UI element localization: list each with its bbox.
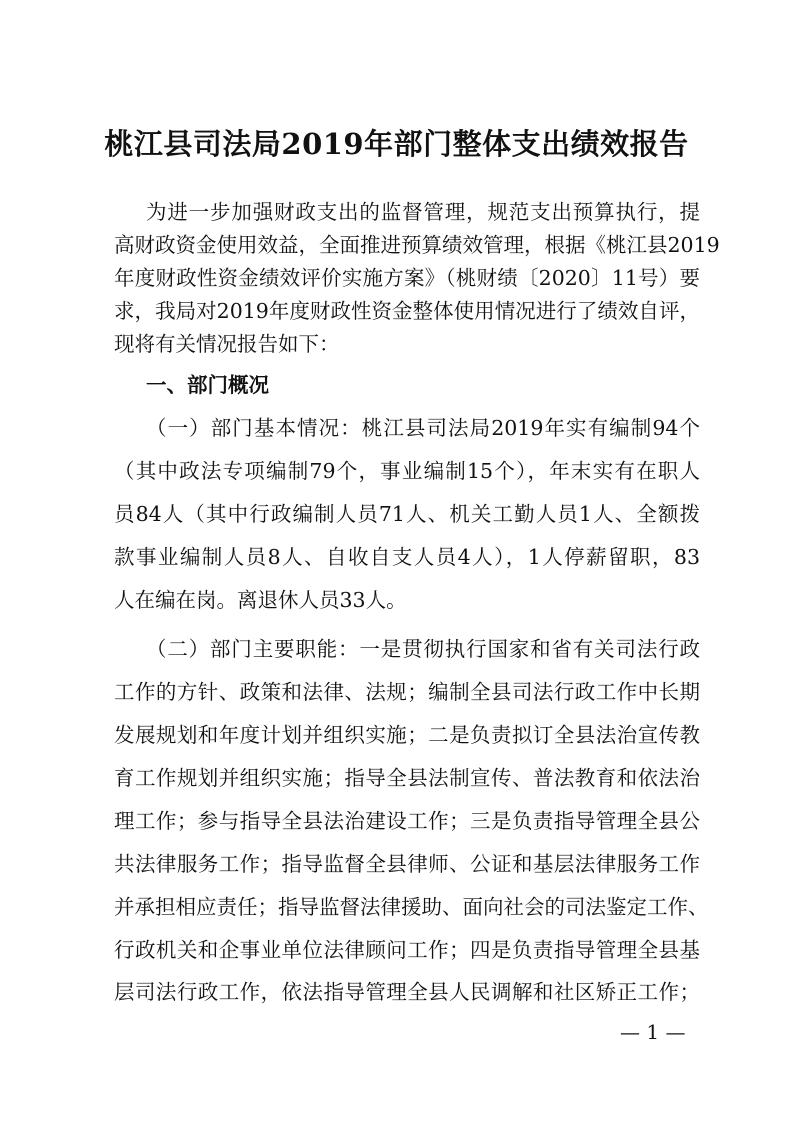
functions-line-4: 育工作规划并组织实施；指导全县法制宣传、普法教育和依法治 xyxy=(114,766,700,790)
document-title: 桃江县司法局2019年部门整体支出绩效报告 xyxy=(104,127,689,161)
functions-line-7: 并承担相应责任；指导监督法律援助、面向社会的司法鉴定工作、 xyxy=(114,895,709,919)
basic-info-line-5: 人在编在岗。离退休人员33人。 xyxy=(114,588,407,612)
functions-line-6: 共法律服务工作；指导监督全县律师、公证和基层法律服务工作 xyxy=(114,852,700,876)
intro-line-1: 为进一步加强财政支出的监督管理，规范支出预算执行，提 xyxy=(146,200,700,224)
functions-line-1: （二）部门主要职能：一是贯彻执行国家和省有关司法行政 xyxy=(146,637,700,661)
intro-line-4: 求，我局对2019年度财政性资金整体使用情况进行了绩效自评， xyxy=(114,299,700,323)
basic-info-line-1: （一）部门基本情况：桃江县司法局2019年实有编制94个 xyxy=(146,416,700,440)
section-heading-1: 一、部门概况 xyxy=(146,373,269,397)
functions-line-8: 行政机关和企事业单位法律顾问工作；四是负责指导管理全县基 xyxy=(114,938,700,962)
functions-line-2: 工作的方针、政策和法律、法规；编制全县司法行政工作中长期 xyxy=(114,680,700,704)
page-number: — 1 — xyxy=(620,1020,686,1044)
basic-info-line-4: 款事业编制人员8人、自收自支人员4人），1人停薪留职，83 xyxy=(114,545,700,569)
basic-info-line-3: 员84人（其中行政编制人员71人、机关工勤人员1人、全额拨 xyxy=(114,502,700,526)
intro-line-3: 年度财政性资金绩效评价实施方案》（桃财绩〔2020〕11号）要 xyxy=(114,266,700,290)
basic-info-line-2: （其中政法专项编制79个，事业编制15个），年末实有在职人 xyxy=(114,459,700,483)
functions-line-9: 层司法行政工作，依法指导管理全县人民调解和社区矫正工作； xyxy=(114,980,700,1004)
intro-line-2: 高财政资金使用效益，全面推进预算绩效管理，根据《桃江县2019 xyxy=(114,233,720,257)
functions-line-3: 发展规划和年度计划并组织实施；二是负责拟订全县法治宣传教 xyxy=(114,723,700,747)
intro-line-5: 现将有关情况报告如下： xyxy=(114,332,340,356)
functions-line-5: 理工作；参与指导全县法治建设工作；三是负责指导管理全县公 xyxy=(114,809,700,833)
